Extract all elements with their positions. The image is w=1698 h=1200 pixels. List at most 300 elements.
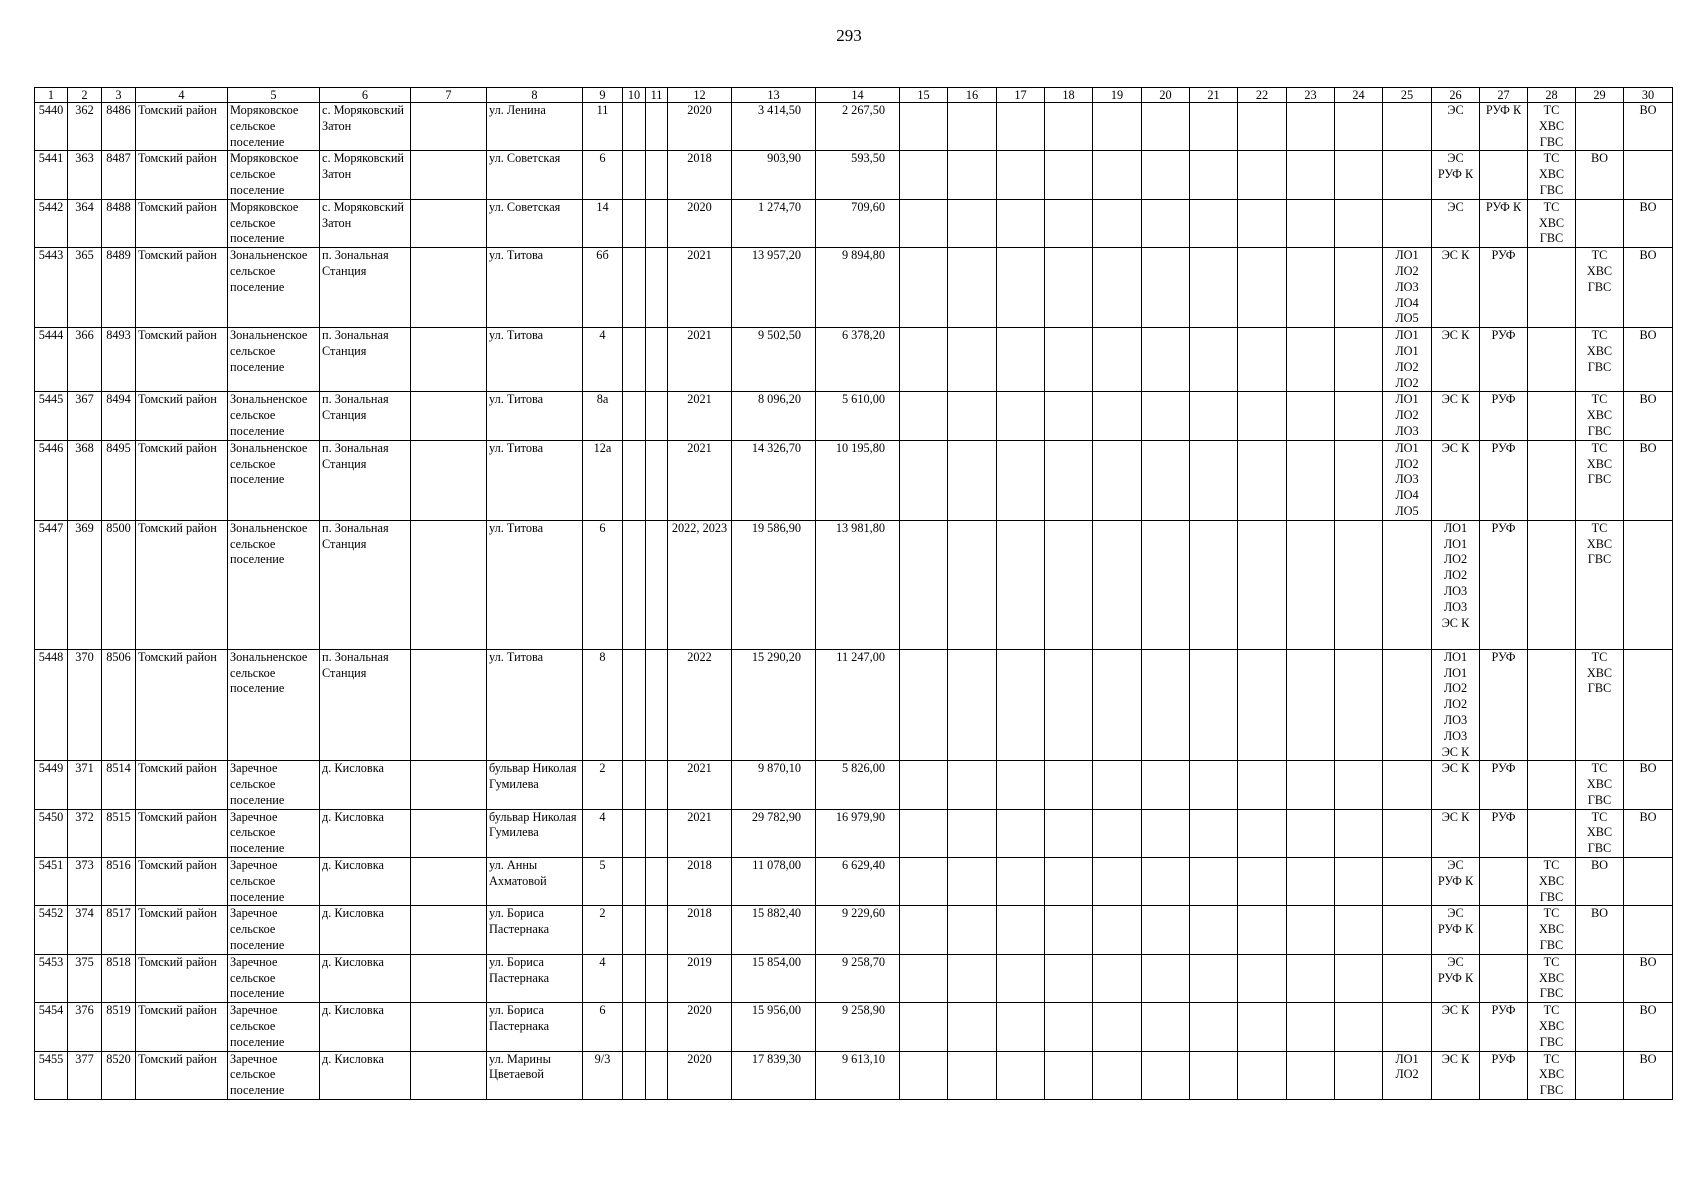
cell-col-26: ЭС РУФ К: [1432, 954, 1480, 1002]
cell-col-20: [1142, 1003, 1190, 1051]
cell-col-12: 2018: [668, 151, 732, 199]
cell-col-16: [948, 151, 997, 199]
cell-col-7: [411, 1051, 487, 1099]
cell-col-16: [948, 649, 997, 761]
column-header: 17: [997, 88, 1045, 103]
cell-col-30: ВО: [1624, 199, 1673, 247]
cell-col-21: [1190, 248, 1238, 328]
cell-col-16: [948, 328, 997, 392]
cell-col-30: [1624, 520, 1673, 649]
cell-col-14: 11 247,00: [816, 649, 900, 761]
cell-col-17: [997, 761, 1045, 809]
column-header: 12: [668, 88, 732, 103]
cell-col-19: [1093, 392, 1142, 440]
cell-col-23: [1287, 103, 1335, 151]
cell-col-14: 6 629,40: [816, 858, 900, 906]
cell-col-9: 8: [583, 649, 623, 761]
cell-col-20: [1142, 809, 1190, 857]
cell-col-18: [1045, 199, 1093, 247]
cell-col-16: [948, 1051, 997, 1099]
cell-col-10: [623, 954, 646, 1002]
cell-col-25: [1383, 809, 1432, 857]
cell-col-5: Заречное сельское поселение: [228, 906, 320, 954]
cell-col-15: [900, 151, 948, 199]
cell-col-16: [948, 809, 997, 857]
cell-col-19: [1093, 809, 1142, 857]
cell-col-1: 5441: [35, 151, 68, 199]
cell-col-17: [997, 858, 1045, 906]
cell-col-9: 4: [583, 809, 623, 857]
cell-col-6: д. Кисловка: [320, 761, 411, 809]
cell-col-14: 9 229,60: [816, 906, 900, 954]
cell-col-12: 2018: [668, 906, 732, 954]
cell-col-25: [1383, 520, 1432, 649]
cell-col-6: п. Зональная Станция: [320, 440, 411, 520]
cell-col-21: [1190, 649, 1238, 761]
cell-col-1: 5454: [35, 1003, 68, 1051]
cell-col-5: Заречное сельское поселение: [228, 1003, 320, 1051]
cell-col-8: ул. Бориса Пастернака: [487, 1003, 583, 1051]
cell-col-8: ул. Титова: [487, 392, 583, 440]
cell-col-26: ЭС К: [1432, 392, 1480, 440]
cell-col-29: ТС ХВС ГВС: [1576, 248, 1624, 328]
cell-col-29: [1576, 1051, 1624, 1099]
cell-col-1: 5449: [35, 761, 68, 809]
cell-col-2: 377: [68, 1051, 102, 1099]
cell-col-26: ЭС К: [1432, 248, 1480, 328]
cell-col-30: ВО: [1624, 103, 1673, 151]
cell-col-8: бульвар Николая Гумилева: [487, 809, 583, 857]
cell-col-6: д. Кисловка: [320, 906, 411, 954]
cell-col-28: ТС ХВС ГВС: [1528, 906, 1576, 954]
cell-col-4: Томский район: [136, 103, 228, 151]
cell-col-27: РУФ: [1480, 1051, 1528, 1099]
cell-col-14: 13 981,80: [816, 520, 900, 649]
column-header: 26: [1432, 88, 1480, 103]
cell-col-24: [1335, 1003, 1383, 1051]
cell-col-17: [997, 906, 1045, 954]
cell-col-13: 17 839,30: [732, 1051, 816, 1099]
cell-col-11: [646, 520, 668, 649]
cell-col-3: 8518: [102, 954, 136, 1002]
cell-col-30: ВО: [1624, 809, 1673, 857]
cell-col-1: 5442: [35, 199, 68, 247]
cell-col-22: [1238, 248, 1287, 328]
cell-col-17: [997, 103, 1045, 151]
cell-col-19: [1093, 1003, 1142, 1051]
cell-col-7: [411, 328, 487, 392]
cell-col-29: ТС ХВС ГВС: [1576, 440, 1624, 520]
cell-col-12: 2022, 2023: [668, 520, 732, 649]
cell-col-3: 8519: [102, 1003, 136, 1051]
cell-col-14: 593,50: [816, 151, 900, 199]
cell-col-20: [1142, 328, 1190, 392]
cell-col-20: [1142, 1051, 1190, 1099]
cell-col-3: 8494: [102, 392, 136, 440]
column-header: 13: [732, 88, 816, 103]
cell-col-1: 5440: [35, 103, 68, 151]
cell-col-17: [997, 809, 1045, 857]
cell-col-25: [1383, 649, 1432, 761]
table-row: [35, 520, 1673, 649]
cell-col-2: 364: [68, 199, 102, 247]
column-header: 28: [1528, 88, 1576, 103]
cell-col-19: [1093, 858, 1142, 906]
cell-col-23: [1287, 520, 1335, 649]
cell-col-19: [1093, 440, 1142, 520]
cell-col-18: [1045, 151, 1093, 199]
cell-col-23: [1287, 906, 1335, 954]
cell-col-29: [1576, 103, 1624, 151]
cell-col-12: 2020: [668, 199, 732, 247]
cell-col-27: РУФ К: [1480, 103, 1528, 151]
cell-col-23: [1287, 199, 1335, 247]
cell-col-13: 14 326,70: [732, 440, 816, 520]
cell-col-20: [1142, 520, 1190, 649]
cell-col-2: 369: [68, 520, 102, 649]
cell-col-26: ЭС К: [1432, 809, 1480, 857]
cell-col-21: [1190, 199, 1238, 247]
cell-col-13: 15 854,00: [732, 954, 816, 1002]
column-header: 8: [487, 88, 583, 103]
cell-col-26: ЛО1 ЛО1 ЛО2 ЛО2 ЛО3 ЛО3 ЭС К: [1432, 520, 1480, 649]
cell-col-28: ТС ХВС ГВС: [1528, 1003, 1576, 1051]
cell-col-18: [1045, 248, 1093, 328]
cell-col-27: [1480, 858, 1528, 906]
cell-col-10: [623, 151, 646, 199]
cell-col-6: с. Моряковский Затон: [320, 199, 411, 247]
table-row: [35, 248, 1673, 328]
cell-col-2: 366: [68, 328, 102, 392]
cell-col-30: ВО: [1624, 954, 1673, 1002]
cell-col-16: [948, 520, 997, 649]
cell-col-2: 365: [68, 248, 102, 328]
cell-col-16: [948, 103, 997, 151]
cell-col-4: Томский район: [136, 1051, 228, 1099]
page-number: 293: [836, 26, 862, 45]
cell-col-13: 29 782,90: [732, 809, 816, 857]
cell-col-4: Томский район: [136, 392, 228, 440]
cell-col-20: [1142, 906, 1190, 954]
cell-col-11: [646, 858, 668, 906]
cell-col-20: [1142, 761, 1190, 809]
cell-col-3: 8506: [102, 649, 136, 761]
cell-col-11: [646, 954, 668, 1002]
cell-col-6: с. Моряковский Затон: [320, 103, 411, 151]
cell-col-23: [1287, 649, 1335, 761]
cell-col-6: п. Зональная Станция: [320, 392, 411, 440]
cell-col-16: [948, 440, 997, 520]
header-row: [35, 88, 1673, 103]
cell-col-30: ВО: [1624, 248, 1673, 328]
cell-col-27: РУФ: [1480, 248, 1528, 328]
table-row: [35, 392, 1673, 440]
column-header: 2: [68, 88, 102, 103]
cell-col-15: [900, 103, 948, 151]
cell-col-15: [900, 954, 948, 1002]
cell-col-6: п. Зональная Станция: [320, 328, 411, 392]
cell-col-7: [411, 649, 487, 761]
column-header: 11: [646, 88, 668, 103]
cell-col-16: [948, 906, 997, 954]
cell-col-16: [948, 858, 997, 906]
cell-col-1: 5445: [35, 392, 68, 440]
cell-col-11: [646, 328, 668, 392]
cell-col-28: ТС ХВС ГВС: [1528, 858, 1576, 906]
cell-col-24: [1335, 761, 1383, 809]
cell-col-18: [1045, 1003, 1093, 1051]
cell-col-13: 8 096,20: [732, 392, 816, 440]
cell-col-25: [1383, 199, 1432, 247]
cell-col-15: [900, 906, 948, 954]
cell-col-9: 4: [583, 954, 623, 1002]
column-header: 20: [1142, 88, 1190, 103]
cell-col-13: 15 956,00: [732, 1003, 816, 1051]
column-header: 14: [816, 88, 900, 103]
cell-col-21: [1190, 520, 1238, 649]
cell-col-11: [646, 103, 668, 151]
cell-col-13: 15 882,40: [732, 906, 816, 954]
cell-col-3: 8495: [102, 440, 136, 520]
cell-col-4: Томский район: [136, 858, 228, 906]
cell-col-9: 9/3: [583, 1051, 623, 1099]
cell-col-23: [1287, 1003, 1335, 1051]
cell-col-2: 371: [68, 761, 102, 809]
cell-col-23: [1287, 151, 1335, 199]
cell-col-16: [948, 954, 997, 1002]
cell-col-3: 8514: [102, 761, 136, 809]
column-header: 9: [583, 88, 623, 103]
cell-col-22: [1238, 328, 1287, 392]
cell-col-13: 3 414,50: [732, 103, 816, 151]
cell-col-9: 12а: [583, 440, 623, 520]
column-header: 30: [1624, 88, 1673, 103]
cell-col-18: [1045, 858, 1093, 906]
cell-col-1: 5455: [35, 1051, 68, 1099]
cell-col-30: ВО: [1624, 1051, 1673, 1099]
table-row: [35, 103, 1673, 151]
cell-col-11: [646, 761, 668, 809]
cell-col-7: [411, 1003, 487, 1051]
cell-col-7: [411, 248, 487, 328]
cell-col-5: Зональненское сельское поселение: [228, 649, 320, 761]
cell-col-10: [623, 328, 646, 392]
cell-col-28: [1528, 392, 1576, 440]
cell-col-23: [1287, 761, 1335, 809]
cell-col-4: Томский район: [136, 520, 228, 649]
cell-col-15: [900, 440, 948, 520]
cell-col-7: [411, 440, 487, 520]
cell-col-5: Заречное сельское поселение: [228, 954, 320, 1002]
cell-col-3: 8487: [102, 151, 136, 199]
cell-col-6: д. Кисловка: [320, 1051, 411, 1099]
cell-col-29: ВО: [1576, 858, 1624, 906]
cell-col-22: [1238, 858, 1287, 906]
cell-col-18: [1045, 954, 1093, 1002]
cell-col-25: [1383, 858, 1432, 906]
cell-col-29: ТС ХВС ГВС: [1576, 761, 1624, 809]
cell-col-15: [900, 392, 948, 440]
cell-col-24: [1335, 199, 1383, 247]
cell-col-20: [1142, 199, 1190, 247]
cell-col-30: ВО: [1624, 761, 1673, 809]
cell-col-5: Заречное сельское поселение: [228, 761, 320, 809]
cell-col-13: 15 290,20: [732, 649, 816, 761]
register-table: [34, 87, 1673, 1100]
cell-col-7: [411, 858, 487, 906]
cell-col-1: 5443: [35, 248, 68, 328]
cell-col-28: [1528, 809, 1576, 857]
cell-col-28: [1528, 520, 1576, 649]
column-header: 7: [411, 88, 487, 103]
cell-col-23: [1287, 1051, 1335, 1099]
cell-col-14: 10 195,80: [816, 440, 900, 520]
cell-col-22: [1238, 392, 1287, 440]
column-header: 24: [1335, 88, 1383, 103]
cell-col-1: 5450: [35, 809, 68, 857]
cell-col-19: [1093, 103, 1142, 151]
column-header: 1: [35, 88, 68, 103]
cell-col-21: [1190, 1051, 1238, 1099]
cell-col-9: 6б: [583, 248, 623, 328]
cell-col-26: ЭС К: [1432, 761, 1480, 809]
cell-col-9: 11: [583, 103, 623, 151]
cell-col-10: [623, 1003, 646, 1051]
cell-col-7: [411, 520, 487, 649]
cell-col-24: [1335, 649, 1383, 761]
cell-col-3: 8520: [102, 1051, 136, 1099]
cell-col-27: [1480, 151, 1528, 199]
cell-col-6: д. Кисловка: [320, 1003, 411, 1051]
cell-col-13: 11 078,00: [732, 858, 816, 906]
cell-col-14: 6 378,20: [816, 328, 900, 392]
cell-col-28: [1528, 328, 1576, 392]
column-header: 18: [1045, 88, 1093, 103]
cell-col-11: [646, 649, 668, 761]
cell-col-5: Моряковское сельское поселение: [228, 151, 320, 199]
cell-col-17: [997, 440, 1045, 520]
cell-col-13: 9 502,50: [732, 328, 816, 392]
cell-col-18: [1045, 649, 1093, 761]
cell-col-4: Томский район: [136, 151, 228, 199]
cell-col-22: [1238, 1051, 1287, 1099]
cell-col-18: [1045, 392, 1093, 440]
cell-col-13: 19 586,90: [732, 520, 816, 649]
column-header: 19: [1093, 88, 1142, 103]
cell-col-26: ЭС К: [1432, 440, 1480, 520]
cell-col-3: 8488: [102, 199, 136, 247]
cell-col-21: [1190, 1003, 1238, 1051]
cell-col-19: [1093, 954, 1142, 1002]
cell-col-19: [1093, 151, 1142, 199]
cell-col-10: [623, 440, 646, 520]
cell-col-9: 5: [583, 858, 623, 906]
cell-col-28: ТС ХВС ГВС: [1528, 199, 1576, 247]
cell-col-29: [1576, 199, 1624, 247]
cell-col-12: 2019: [668, 954, 732, 1002]
cell-col-26: ЭС К: [1432, 1051, 1480, 1099]
cell-col-24: [1335, 520, 1383, 649]
cell-col-1: 5453: [35, 954, 68, 1002]
cell-col-23: [1287, 858, 1335, 906]
cell-col-14: 9 613,10: [816, 1051, 900, 1099]
cell-col-17: [997, 520, 1045, 649]
cell-col-6: д. Кисловка: [320, 809, 411, 857]
cell-col-4: Томский район: [136, 954, 228, 1002]
cell-col-29: ТС ХВС ГВС: [1576, 649, 1624, 761]
cell-col-14: 2 267,50: [816, 103, 900, 151]
cell-col-8: ул. Анны Ахматовой: [487, 858, 583, 906]
cell-col-18: [1045, 761, 1093, 809]
cell-col-21: [1190, 151, 1238, 199]
cell-col-20: [1142, 151, 1190, 199]
cell-col-18: [1045, 440, 1093, 520]
cell-col-11: [646, 248, 668, 328]
cell-col-2: 367: [68, 392, 102, 440]
cell-col-18: [1045, 328, 1093, 392]
column-header: 16: [948, 88, 997, 103]
cell-col-23: [1287, 954, 1335, 1002]
cell-col-21: [1190, 440, 1238, 520]
cell-col-4: Томский район: [136, 199, 228, 247]
cell-col-6: п. Зональная Станция: [320, 248, 411, 328]
cell-col-28: ТС ХВС ГВС: [1528, 954, 1576, 1002]
table-row: [35, 649, 1673, 761]
cell-col-17: [997, 328, 1045, 392]
cell-col-26: ЭС РУФ К: [1432, 151, 1480, 199]
cell-col-24: [1335, 809, 1383, 857]
cell-col-4: Томский район: [136, 809, 228, 857]
cell-col-15: [900, 649, 948, 761]
cell-col-28: [1528, 761, 1576, 809]
cell-col-3: 8493: [102, 328, 136, 392]
cell-col-12: 2020: [668, 103, 732, 151]
cell-col-21: [1190, 858, 1238, 906]
cell-col-2: 370: [68, 649, 102, 761]
table-row: [35, 440, 1673, 520]
cell-col-29: ТС ХВС ГВС: [1576, 809, 1624, 857]
cell-col-7: [411, 761, 487, 809]
cell-col-15: [900, 761, 948, 809]
cell-col-12: 2022: [668, 649, 732, 761]
cell-col-10: [623, 809, 646, 857]
cell-col-30: ВО: [1624, 440, 1673, 520]
cell-col-22: [1238, 809, 1287, 857]
cell-col-10: [623, 520, 646, 649]
cell-col-8: ул. Титова: [487, 440, 583, 520]
cell-col-12: 2021: [668, 440, 732, 520]
cell-col-26: ЭС: [1432, 199, 1480, 247]
cell-col-7: [411, 392, 487, 440]
cell-col-15: [900, 1003, 948, 1051]
cell-col-15: [900, 520, 948, 649]
cell-col-25: ЛО1 ЛО2: [1383, 1051, 1432, 1099]
cell-col-2: 362: [68, 103, 102, 151]
cell-col-24: [1335, 151, 1383, 199]
cell-col-29: ВО: [1576, 906, 1624, 954]
table-row: [35, 328, 1673, 392]
cell-col-27: РУФ: [1480, 649, 1528, 761]
cell-col-20: [1142, 103, 1190, 151]
cell-col-4: Томский район: [136, 248, 228, 328]
cell-col-7: [411, 809, 487, 857]
cell-col-5: Зональненское сельское поселение: [228, 328, 320, 392]
cell-col-1: 5447: [35, 520, 68, 649]
cell-col-22: [1238, 1003, 1287, 1051]
cell-col-24: [1335, 392, 1383, 440]
cell-col-10: [623, 199, 646, 247]
cell-col-22: [1238, 199, 1287, 247]
